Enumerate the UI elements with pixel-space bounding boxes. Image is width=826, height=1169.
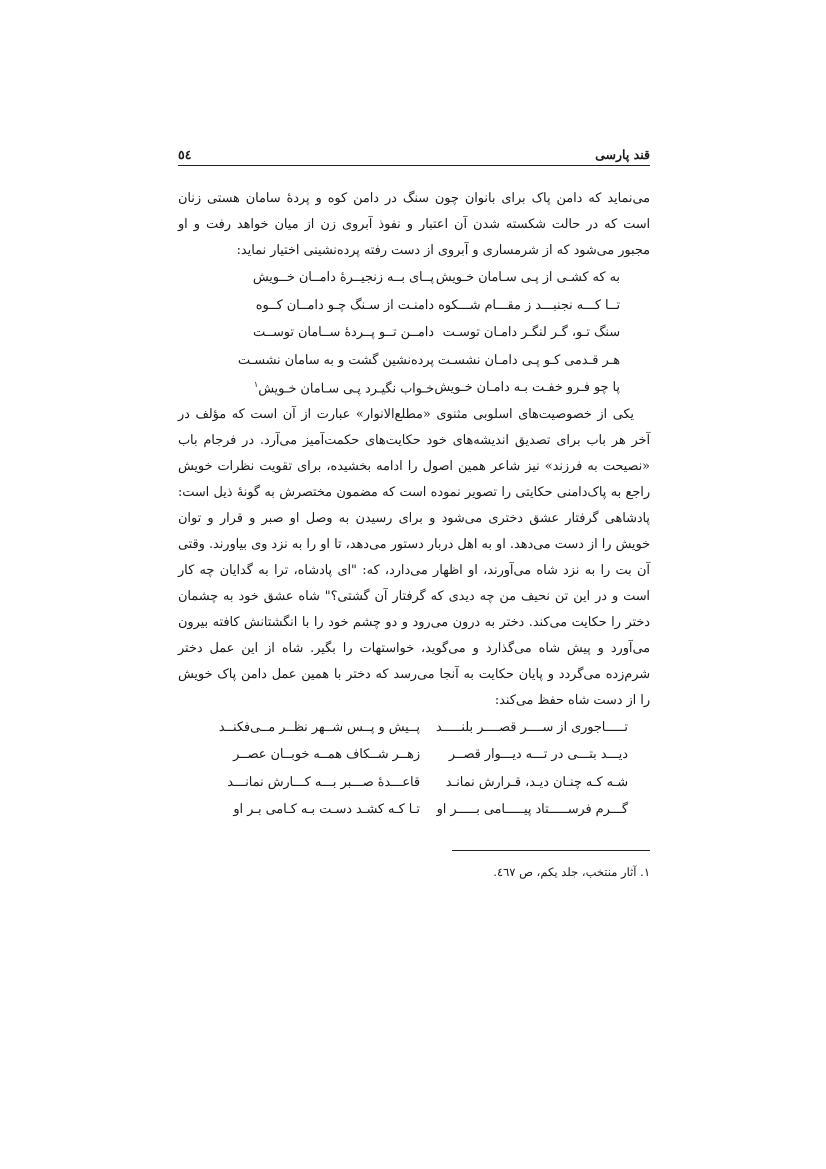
paragraph-intro: می‌نماید که دامن پاک برای بانوان چون سنگ در دامن کوه و پردهٔ سامان هستی زنان است که در حالت شکسته شدن آن اعتبار و نفوذ آبروی زن از میان خواهد رفت و او مجبور می‌شود که از شرمساری و آبروی از دست رفته پرده‌نشینی اختیار نماید: <box>178 191 650 258</box>
poem-verse <box>178 292 650 320</box>
page-number: ٥٤ <box>178 147 192 162</box>
footnote: ١. آثار منتخب، جلد یکم، ص ٤٦٧. <box>493 864 650 879</box>
poem-verse <box>178 769 650 797</box>
verse-hemistich-right: دیـــد بتـــی در تـــه دیـــوار قصــر <box>448 747 628 763</box>
poem-block-1 <box>178 264 650 402</box>
verse-hemistich-right: هـر قـدمی کـو پـی دامـان نشسـت <box>437 352 620 368</box>
poem-verse <box>178 374 650 402</box>
verse-hemistich-left: پــای بــه زنجیــرهٔ دامــان خــویش <box>252 270 434 286</box>
verse-text: خـواب نگیـرد پـی سـامان خـویش <box>258 380 434 396</box>
verse-hemistich-right: گـــرم فرســـــتاد پیـــــامی بـــــر او <box>436 802 628 818</box>
verse-hemistich-left <box>214 380 434 396</box>
poem-verse <box>178 319 650 347</box>
paragraph-story: یکی از خصوصیت‌های اسلوبی مثنوی «مطلع‌الانوار» عبارت از آن است که مؤلف در آخر هر باب برای تصدیق اندیشه‌های خود حکایت‌های حکمت‌آمیز می‌آرد. در فرجام باب «نصیحت به فرزند» نیز شاعر همین اصول را ادامه بخشیده، برای تقویت نظرات خویش راجع به پاک‌دامنی حکایتی را تصویر نموده است که مضمون مختصرش به گونهٔ ذیل است: پادشاهی گرفتار عشق دختری می‌شود و برای رسیدن به وصل او صبر و قرار و توان خویش را از دست می‌دهد. او به اهل دربار دستور می‌دهد، تا او را به نزد وی بیاورند. وقتی آن بت را به نزد شاه می‌آورند، او اظهار می‌دارد، که: "ای پادشاه، ترا به گدایان چه کار است و در این تن نحیف من چه دیدی که گرفتار آن گشتی؟" شاه عشق خود به چشمان دختر را حکایت می‌کند. دختر به درون می‌رود و دو چشم خود را با انگشتانش کافته بیرون می‌آورد و پیش شاه می‌گذارد و می‌گوید، خواستهات را بگیر. شاه از این عمل دختر شرم‌زده می‌گردد و پایان حکایت به آنجا می‌رسد که دختر با همین عمل دامن پاک خویش را از دست شاه حفظ می‌کند: <box>178 406 650 708</box>
verse-hemistich-right: تــا کـــه نجنبـــد ز مقـــام شـــکوه <box>438 297 620 313</box>
verse-hemistich-left: پرده‌نشین گشت و به سامان نشسـت <box>237 352 434 368</box>
poem-verse <box>178 741 650 769</box>
verse-hemistich-left: پــیش و پــس شــهر نظــر مــی‌فکنــد <box>218 719 420 735</box>
verse-hemistich-right: تـــــاجوری از ســــر قصــــر بلنـــــد <box>435 719 628 735</box>
poem-verse <box>178 796 650 824</box>
running-header <box>178 140 650 166</box>
verse-hemistich-left: دامــن تــو پــردهٔ ســامان توســت <box>252 325 434 341</box>
verse-hemistich-right: به که کشـی از پـی سـامان خـویش <box>435 270 620 286</box>
verse-hemistich-right: شـه کـه چنـان دیـد، قـرارش نمانـد <box>445 774 628 790</box>
footnote-marker: ١ <box>253 379 259 389</box>
book-title: قند پارسی <box>595 147 650 162</box>
verse-hemistich-left: تـا کـه کشـد دسـت بـه کـامی بـر او <box>233 802 420 818</box>
poem-verse <box>178 714 650 742</box>
verse-hemistich-right: سنگ تـو، گـر لنگـر دامـان توسـت <box>442 325 620 341</box>
verse-hemistich-left: دامنـت از سـنگ چـو دامــان کــوه <box>255 297 434 313</box>
book-page <box>178 140 650 879</box>
verse-hemistich-left: زهــر شــکاف همــه خوبــان عصــر <box>233 747 420 763</box>
footnote-divider <box>452 850 650 851</box>
poem-verse <box>178 347 650 375</box>
verse-hemistich-right: پا چو فـرو خفـت بـه دامـان خـویش <box>434 380 620 396</box>
poem-block-2 <box>178 714 650 824</box>
verse-hemistich-left: قاعـــدهٔ صـــبر بـــه کـــارش نمانـــد <box>227 774 420 790</box>
poem-verse <box>178 264 650 292</box>
